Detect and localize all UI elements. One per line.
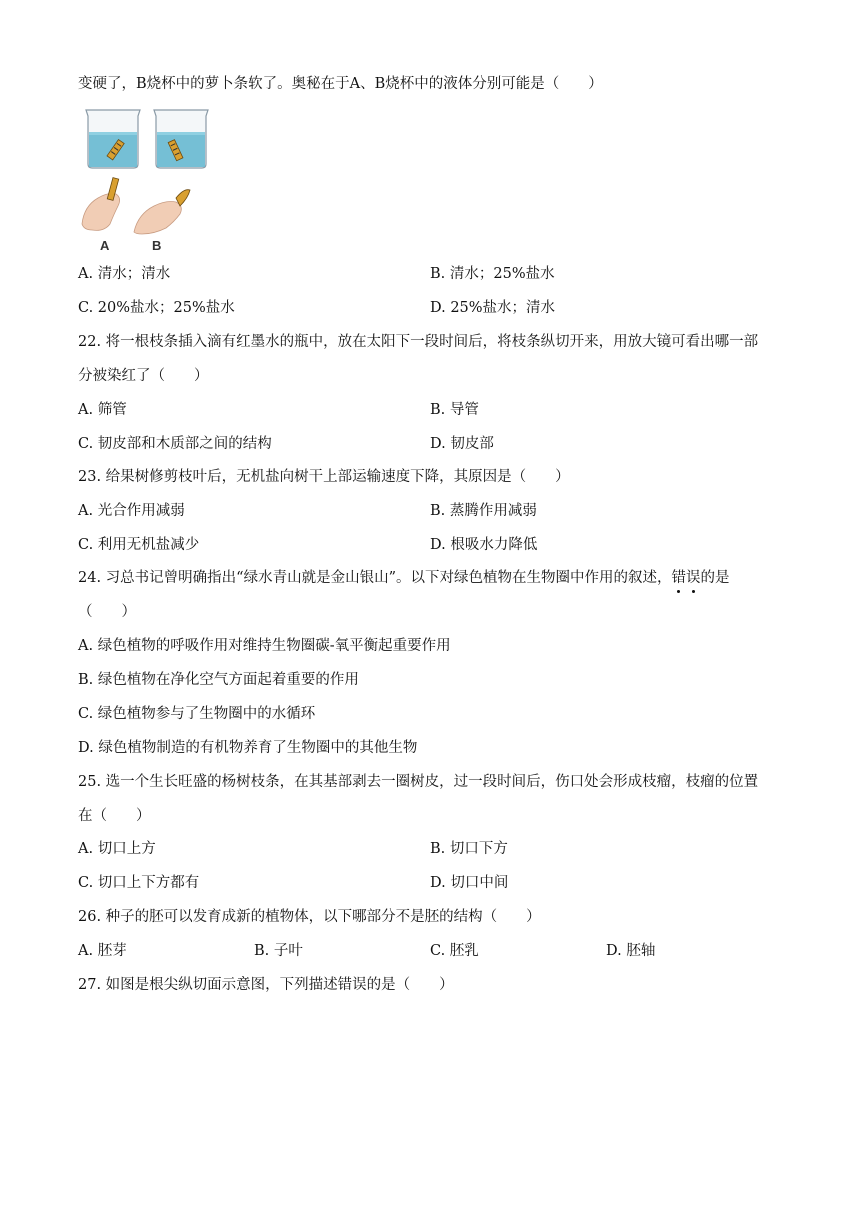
q24-stem-line1 — [78, 568, 730, 588]
q23-option-b: B. 蒸腾作用减弱 — [430, 503, 537, 519]
q26-stem: 26. 种子的胚可以发育成新的植物体，以下哪部分不是胚的结构（ ） — [78, 909, 541, 925]
q26-option-a: A. 胚芽 — [78, 943, 127, 959]
q23-stem: 23. 给果树修剪枝叶后，无机盐向树干上部运输速度下降，其原因是（ ） — [78, 469, 570, 485]
q24-option-c: C. 绿色植物参与了生物圈中的水循环 — [78, 706, 316, 722]
q25-option-a: A. 切口上方 — [78, 841, 156, 857]
q21-option-a: A. 清水；清水 — [78, 266, 171, 282]
q25-option-c: C. 切口上下方都有 — [78, 875, 200, 891]
q23-option-d: D. 根吸水力降低 — [430, 537, 538, 553]
q24-option-a: A. 绿色植物的呼吸作用对维持生物圈碳-氧平衡起重要作用 — [78, 638, 451, 654]
hand-b — [134, 190, 190, 234]
q24-stem-main: 24. 习总书记曾明确指出“绿水青山就是金山银山”。以下对绿色植物在生物圈中作用的叙述， — [78, 570, 672, 586]
hand-a — [82, 178, 120, 231]
q26-option-c: C. 胚乳 — [430, 943, 479, 959]
q22-option-a: A. 筛管 — [78, 402, 127, 418]
q21-option-d: D. 25%盐水；清水 — [430, 300, 556, 316]
q22-option-c: C. 韧皮部和木质部之间的结构 — [78, 436, 272, 452]
q22-stem-line1: 22. 将一根枝条插入滴有红墨水的瓶中，放在太阳下一段时间后，将枝条纵切开来，用放大镜可看出哪一部 — [78, 334, 759, 350]
q25-option-d: D. 切口中间 — [430, 875, 509, 891]
q24-stem-end: 的是 — [700, 570, 730, 586]
q26-option-d: D. 胚轴 — [606, 943, 656, 959]
q23-option-c: C. 利用无机盐减少 — [78, 537, 200, 553]
q25-option-b: B. 切口下方 — [430, 841, 508, 857]
beaker-b — [154, 110, 208, 168]
beaker-a — [86, 110, 140, 168]
q25-stem-line2: 在（ ） — [78, 808, 151, 824]
q23-option-a: A. 光合作用减弱 — [78, 503, 185, 519]
beaker-illustration — [80, 106, 210, 256]
q27-stem: 27. 如图是根尖纵切面示意图，下列描述错误的是（ ） — [78, 977, 454, 993]
q26-option-b: B. 子叶 — [254, 943, 303, 959]
q21-stem: 变硬了，B烧杯中的萝卜条软了。奥秘在于A、B烧杯中的液体分别可能是（ ） — [78, 76, 603, 92]
q22-option-b: B. 导管 — [430, 402, 479, 418]
figure-label-b: B — [152, 238, 162, 253]
q24-option-d: D. 绿色植物制造的有机物养育了生物圈中的其他生物 — [78, 740, 418, 756]
q25-stem-line1: 25. 选一个生长旺盛的杨树枝条，在其基部剥去一圈树皮，过一段时间后，伤口处会形成枝瘤，枝瘤的位置 — [78, 774, 759, 790]
q24-emphasis-char-2: 误 — [686, 570, 701, 586]
q21-option-c: C. 20%盐水；25%盐水 — [78, 300, 235, 316]
q24-emphasis-char-1: 错 — [671, 570, 686, 586]
q21-beaker-figure — [80, 106, 210, 256]
q22-stem-line2: 分被染红了（ ） — [78, 368, 209, 384]
figure-label-a: A — [100, 238, 110, 253]
q24-stem-line2: （ ） — [78, 604, 136, 620]
q22-option-d: D. 韧皮部 — [430, 436, 494, 452]
q24-option-b: B. 绿色植物在净化空气方面起着重要的作用 — [78, 672, 359, 688]
q21-option-b: B. 清水；25%盐水 — [430, 266, 555, 282]
